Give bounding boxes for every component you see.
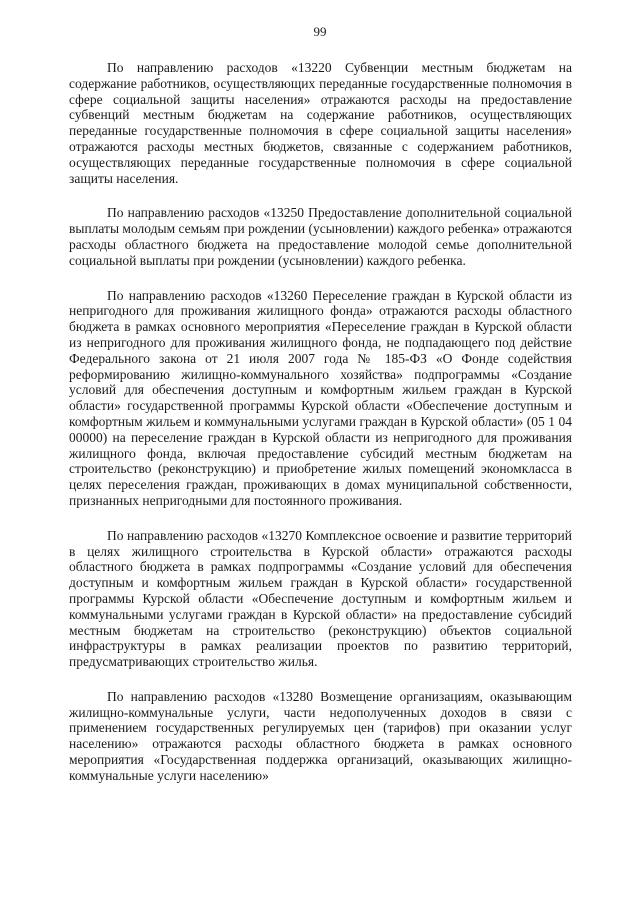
paragraph-13220: По направлению расходов «13220 Субвенции местным бюджетам на содержание работников, осуществляющих переданные государственные полномочия в сфере социальной защиты населения» отражаются расходы на предоставление субвенций местным бюджетам на содержание работников, осуществляющих переданные государственные полномочия в сфере социальной защиты населения» отражаются расходы местных бюджетов, связанные с содержанием работников, осуществляющих переданные государственные полномочия в сфере социальной защиты населения.	[69, 60, 572, 186]
paragraph-13270: По направлению расходов «13270 Комплексное освоение и развитие территорий в целях жилищного строительства в Курской области» отражаются расходы областного бюджета в рамках подпрограммы «Создание условий для обеспечения доступным и комфортным жильем граждан в Курской области» государственной программы Курской области «Обеспечение доступным и комфортным жильем и коммунальными услугами граждан в Курской области» на предоставление субсидий местным бюджетам на строительство (реконструкцию) объектов социальной инфраструктуры в рамках реализации проектов по развитию территорий, предусматривающих строительство жилья.	[69, 527, 572, 670]
paragraph-13250: По направлению расходов «13250 Предоставление дополнительной социальной выплаты молодым семьям при рождении (усыновлении) каждого ребенка» отражаются расходы областного бюджета на предоставление молодой семье дополнительной социальной выплаты при рождении (усыновлении) каждого ребенка.	[69, 205, 572, 268]
page-number: 99	[313, 24, 327, 39]
document-body	[69, 60, 572, 803]
paragraph-13280: По направлению расходов «13280 Возмещение организациям, оказывающим жилищно-коммунальные услуги, части недополученных доходов в связи с применением государственных регулируемых цен (тарифов) при оказании услуг населению» отражаются расходы областного бюджета в рамках основного мероприятия «Государственная поддержка организаций, оказывающих жилищно-коммунальные услуги населению»	[69, 688, 572, 783]
paragraph-13260: По направлению расходов «13260 Переселение граждан в Курской области из непригодного для проживания жилищного фонда» отражаются расходы областного бюджета в рамках основного мероприятия «Переселение граждан в Курской области из непригодного для проживания жилищного фонда, не подпадающего под действие Федерального закона от 21 июля 2007 года № 185-ФЗ «О Фонде содействия реформированию жилищно-коммунального хозяйства» подпрограммы «Создание условий для обеспечения доступным и комфортным жильем граждан в Курской области» государственной программы Курской области «Обеспечение доступным и комфортным жильем и коммунальными услугами граждан в Курской области» (05 1 04 00000) на переселение граждан в Курской области из непригодного для проживания жилищного фонда, включая предоставление субсидий местным бюджетам на строительство (реконструкцию) и приобретение жилых помещений экономкласса в целях переселения граждан, проживающих в домах муниципальной собственности, признанных непригодными для постоянного проживания.	[69, 287, 572, 508]
